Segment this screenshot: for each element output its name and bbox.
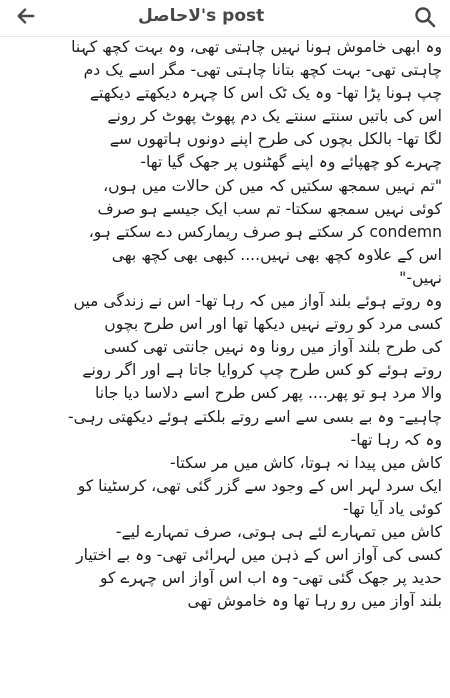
post-line: وہ کہ رہا تھا- bbox=[350, 430, 442, 449]
post-line: بلند آواز میں رو رہا تھا وہ خاموش تھی bbox=[187, 592, 442, 611]
post-line: چپ ہونا پڑا تھا- وہ یک ٹک اس کا چہرہ دیکھتے دیکھتے bbox=[89, 84, 442, 103]
post-line: کسی کی آواز اس کے ذہن میں لہرائی تھی- وہ بے اختیار bbox=[76, 546, 442, 565]
post-line: لگا تھا- بالکل بچوں کی طرح اپنے دونوں ہاتھوں سے bbox=[109, 130, 442, 149]
post-line: چاہتی تھی- بہت کچھ بتانا چاہتی تھی- مگر اسے یک دم bbox=[83, 61, 442, 80]
search-icon bbox=[413, 5, 437, 29]
post-line: کاش میں پیدا نہ ہوتا، کاش میں مر سکتا- bbox=[169, 453, 442, 472]
post-line: کسی مرد کو روتے نہیں دیکھا تھا اور اس طرح بچوں bbox=[104, 315, 442, 334]
post-line: وہ ابھی خاموش ہونا نہیں چاہتی تھی، وہ بہت کچھ کہنا bbox=[71, 38, 442, 56]
post-line: والا مرد ہو تو پھر.... پھر کس طرح اسے دلاسا دیا جانا bbox=[95, 384, 442, 403]
post-line: چاہیے- وہ بے بسی سے اسے روتے بلکتے ہوئے دیکھتی رہی- bbox=[68, 407, 442, 426]
post-line: ایک سرد لہر اس کے وجود سے گزر گئی تھی، کرسٹینا کو bbox=[77, 476, 442, 495]
post-line: کی طرح بلند آواز میں رونا وہ نہیں جانتی تھی کسی bbox=[103, 338, 442, 357]
post-line: کاش میں تمہارے لئے ہی ہوتی، صرف تمہارے لیے- bbox=[115, 522, 442, 541]
post-line: اس کے علاوہ کچھ بھی نہیں.... کبھی بھی کچھ بھی bbox=[111, 245, 442, 264]
post-text bbox=[0, 36, 450, 613]
app-header bbox=[0, 0, 450, 37]
page-title: لاحاصل's post bbox=[138, 6, 265, 26]
search-button[interactable] bbox=[410, 2, 440, 32]
post-line: اس کی باتیں سنتے سنتے یک دم پھوٹ پھوٹ کر رونے bbox=[107, 107, 442, 126]
post-line: کوئی نہیں سمجھ سکتا- تم سب ایک جیسے ہو صرف bbox=[97, 199, 442, 218]
post-content bbox=[0, 36, 450, 698]
back-button[interactable] bbox=[12, 2, 40, 30]
post-line: کوئی یاد آیا تھا- bbox=[342, 499, 442, 518]
arrow-left-icon bbox=[15, 5, 37, 27]
post-line: حدید پر جھک گئی تھی- وہ اب اس آواز اس چہرے کو bbox=[99, 569, 442, 588]
post-line: چہرے کو چھپائے وہ اپنے گھٹنوں پر جھک گیا تھا- bbox=[140, 153, 442, 172]
post-line: نہیں-" bbox=[399, 268, 442, 287]
post-line: روتے ہوئے کو کس طرح چپ کروایا جاتا ہے اور اگر رونے bbox=[82, 361, 442, 380]
post-line: "تم نہیں سمجھ سکتیں کہ میں کن حالات میں ہوں، bbox=[103, 176, 442, 195]
post-line: وہ روتے ہوئے بلند آواز میں کہ رہا تھا- اس نے زندگی میں bbox=[73, 292, 442, 311]
post-line: condemn کر سکتے ہو صرف ریمارکس دے سکتے ہو، bbox=[88, 222, 442, 241]
